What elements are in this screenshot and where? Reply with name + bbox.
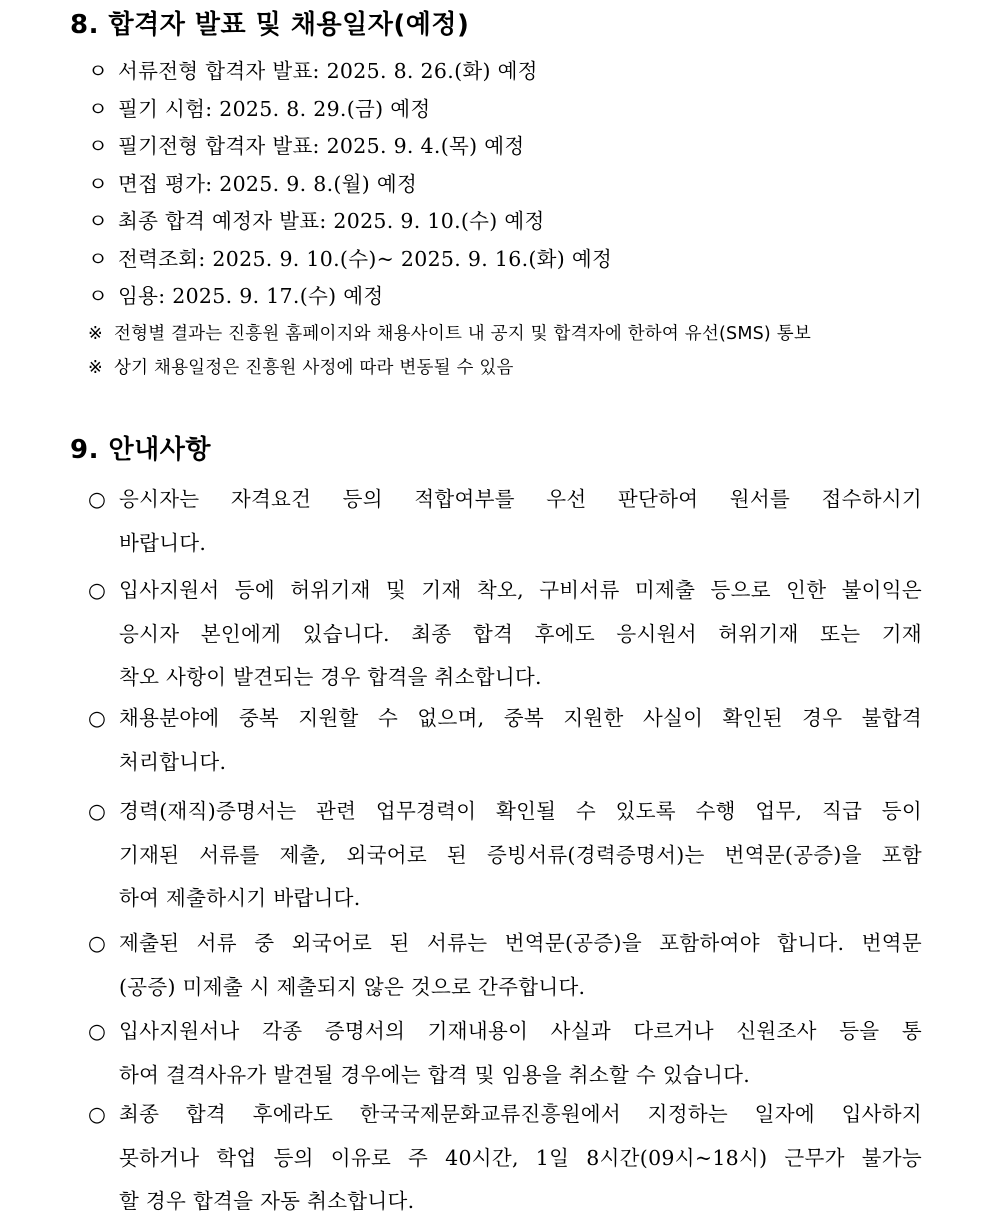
circle-bullet-icon: ○: [88, 487, 106, 511]
schedule-item: ㅇ 필기전형 합격자 발표: 2025. 9. 4.(목) 예정: [88, 131, 948, 169]
notice-paragraph: ○ 입사지원서나 각종 증명서의 기재내용이 사실과 다르거나 신원조사 등을 통 하여 결격사유가 발견될 경우에는 합격 및 임용을 취소할 수 있습니다.: [88, 1010, 922, 1097]
bullet-icon: ㅇ: [88, 171, 109, 196]
notice-paragraph: ○ 제출된 서류 중 외국어로 된 서류는 번역문(공증)을 포함하여야 합니다. 번역문 (공증) 미제출 시 제출되지 않은 것으로 간주합니다.: [88, 922, 922, 1009]
schedule-list: [88, 56, 948, 387]
bullet-icon: ㅇ: [88, 209, 109, 233]
notice-paragraph: ○ 경력(재직)증명서는 관련 업무경력이 확인될 수 있도록 수행 업무, 직급 등이 기재된 서류를 제출, 외국어로 된 증빙서류(경력증명서)는 번역문(공증)을 포함 하여 제출하시기 바랍니다.: [88, 790, 922, 921]
circle-bullet-icon: ○: [88, 1102, 106, 1126]
section-9-heading: 9. 안내사항: [70, 435, 211, 465]
schedule-note: ※ 전형별 결과는 진흥원 홈페이지와 채용사이트 내 공지 및 합격자에 한하여 유선(SMS) 통보: [88, 319, 948, 353]
schedule-item: ㅇ 전력조회: 2025. 9. 10.(수)~ 2025. 9. 16.(화) 예정: [88, 244, 948, 282]
bullet-icon: ㅇ: [88, 59, 109, 83]
circle-bullet-icon: ○: [88, 706, 106, 730]
section-8-heading: 8. 합격자 발표 및 채용일자(예정): [70, 10, 470, 40]
bullet-icon: ㅇ: [88, 246, 109, 271]
schedule-item: ㅇ 최종 합격 예정자 발표: 2025. 9. 10.(수) 예정: [88, 206, 948, 244]
circle-bullet-icon: ○: [88, 578, 106, 602]
notice-paragraph: ○ 채용분야에 중복 지원할 수 없으며, 중복 지원한 사실이 확인된 경우 불합격 처리합니다.: [88, 697, 922, 784]
schedule-note: ※ 상기 채용일정은 진흥원 사정에 따라 변동될 수 있음: [88, 353, 948, 387]
note-mark-icon: ※: [88, 323, 103, 344]
bullet-icon: ㅇ: [88, 284, 109, 308]
notice-paragraph: ○ 응시자는 자격요건 등의 적합여부를 우선 판단하여 원서를 접수하시기 바랍니다.: [88, 478, 922, 565]
schedule-item: ㅇ 면접 평가: 2025. 9. 8.(월) 예정: [88, 169, 948, 207]
circle-bullet-icon: ○: [88, 799, 106, 823]
notice-paragraph: ○ 입사지원서 등에 허위기재 및 기재 착오, 구비서류 미제출 등으로 인한 불이익은 응시자 본인에게 있습니다. 최종 합격 후에도 응시원서 허위기재 또는 기재 착오 사항이 발견되는 경우 합격을 취소합니다.: [88, 569, 922, 700]
circle-bullet-icon: ○: [88, 931, 106, 955]
bullet-icon: ㅇ: [88, 134, 109, 158]
bullet-icon: ㅇ: [88, 96, 109, 121]
schedule-item: ㅇ 임용: 2025. 9. 17.(수) 예정: [88, 281, 948, 319]
schedule-item: ㅇ 필기 시험: 2025. 8. 29.(금) 예정: [88, 94, 948, 132]
note-mark-icon: ※: [88, 357, 103, 378]
schedule-item: ㅇ 서류전형 합격자 발표: 2025. 8. 26.(화) 예정: [88, 56, 948, 94]
circle-bullet-icon: ○: [88, 1019, 106, 1043]
notice-paragraph: ○ 최종 합격 후에라도 한국국제문화교류진흥원에서 지정하는 일자에 입사하지 못하거나 학업 등의 이유로 주 40시간, 1일 8시간(09시~18시) 근무가 불가능 할 경우 합격을 자동 취소합니다.: [88, 1093, 922, 1224]
